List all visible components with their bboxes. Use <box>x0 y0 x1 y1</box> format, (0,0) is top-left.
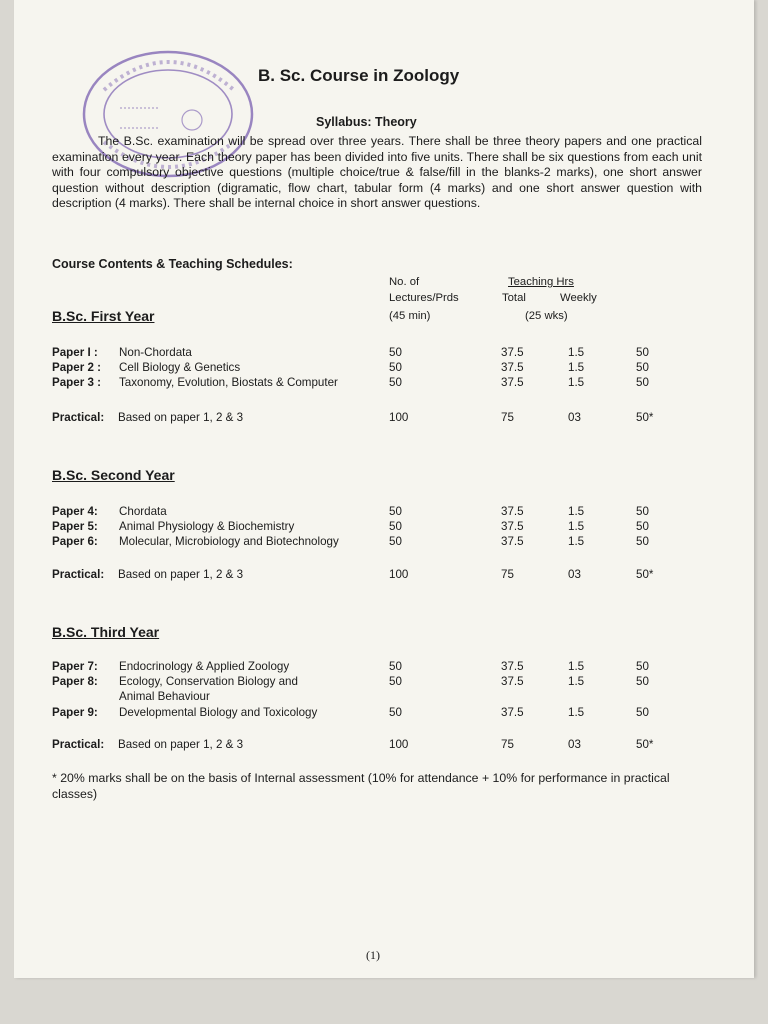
table-row <box>52 535 692 550</box>
marks-value: 50 <box>636 675 649 688</box>
paper-label: Paper 7: <box>52 660 98 673</box>
total-hrs-value: 37.5 <box>501 660 524 673</box>
marks-value: 50* <box>636 411 654 424</box>
paper-label: Paper 4: <box>52 505 98 518</box>
table-row <box>52 675 692 690</box>
total-hrs-value: 75 <box>501 411 514 424</box>
table-row <box>52 346 692 361</box>
weekly-hrs-value: 1.5 <box>568 535 585 548</box>
weekly-hrs-value: 1.5 <box>568 706 585 719</box>
paper-label: Paper 5: <box>52 520 98 533</box>
marks-value: 50 <box>636 660 649 673</box>
table-row <box>52 505 692 520</box>
paper-label: Paper 6: <box>52 535 98 548</box>
column-teaching-hrs: Teaching Hrs <box>508 276 574 288</box>
marks-value: 50 <box>636 361 649 374</box>
weekly-hrs-value: 1.5 <box>568 675 585 688</box>
marks-value: 50* <box>636 568 654 581</box>
weekly-hrs-value: 03 <box>568 738 581 751</box>
lectures-value: 50 <box>389 660 402 673</box>
footnote: * 20% marks shall be on the basis of Internal assessment (10% for attendance + 10% for performance in practical classes) <box>52 771 670 801</box>
lectures-value: 50 <box>389 376 402 389</box>
column-lectures-line2: Lectures/Prds <box>389 292 459 304</box>
lectures-value: 50 <box>389 535 402 548</box>
table-row-continuation <box>52 690 692 705</box>
total-hrs-value: 37.5 <box>501 361 524 374</box>
practical-label: Practical: <box>52 738 105 751</box>
weekly-hrs-value: 1.5 <box>568 520 585 533</box>
marks-value: 50 <box>636 535 649 548</box>
paper-name: Developmental Biology and Toxicology <box>119 706 318 719</box>
practical-row <box>52 411 692 426</box>
practical-name: Based on paper 1, 2 & 3 <box>118 738 244 751</box>
column-weekly: Weekly <box>560 292 597 304</box>
weekly-hrs-value: 1.5 <box>568 361 585 374</box>
paper-label: Paper 9: <box>52 706 98 719</box>
paper-name: Endocrinology & Applied Zoology <box>119 660 290 673</box>
paper-label: Paper 2 : <box>52 361 101 374</box>
marks-value: 50 <box>636 520 649 533</box>
weekly-hrs-value: 1.5 <box>568 346 585 359</box>
practical-row <box>52 568 692 583</box>
table-row <box>52 660 692 675</box>
total-hrs-value: 37.5 <box>501 346 524 359</box>
column-lectures-line1: No. of <box>389 276 420 288</box>
lectures-value: 50 <box>389 361 402 374</box>
paper-label: Paper 8: <box>52 675 98 688</box>
total-hrs-value: 37.5 <box>501 376 524 389</box>
total-hrs-value: 37.5 <box>501 535 524 548</box>
intro-paragraph: The B.Sc. examination will be spread over three years. There shall be three theory papers and one practical examination every year. Each theory paper has been divided into five units. There shall be six questions from each unit with four compulsory objective questions (multiple choice/true & false/fill in the blanks-2 marks), one short answer question without description (digramatic, flow chart, tabular form (4 marks) and one short answer question with description (4 marks). There shall be internal choice in short answer questions. <box>52 134 702 211</box>
weekly-hrs-value: 03 <box>568 411 581 424</box>
total-hrs-value: 37.5 <box>501 675 524 688</box>
lectures-value: 50 <box>389 706 402 719</box>
total-hrs-value: 75 <box>501 568 514 581</box>
total-hrs-value: 37.5 <box>501 520 524 533</box>
paper-label: Paper 3 : <box>52 376 101 389</box>
paper-name: Ecology, Conservation Biology and <box>119 675 298 688</box>
total-hrs-value: 75 <box>501 738 514 751</box>
second-year-heading: B.Sc. Second Year <box>52 467 175 483</box>
paper-name: Taxonomy, Evolution, Biostats & Computer <box>119 376 338 389</box>
lectures-value: 100 <box>389 738 409 751</box>
lectures-value: 100 <box>389 411 409 424</box>
weekly-hrs-value: 1.5 <box>568 505 585 518</box>
document-page <box>14 0 754 978</box>
table-row <box>52 520 692 535</box>
practical-name: Based on paper 1, 2 & 3 <box>118 411 244 424</box>
marks-value: 50 <box>636 505 649 518</box>
column-weeks: (25 wks) <box>525 310 568 322</box>
weekly-hrs-value: 1.5 <box>568 376 585 389</box>
syllabus-subtitle: Syllabus: Theory <box>316 115 417 129</box>
page-number: (1) <box>366 948 380 962</box>
lectures-value: 100 <box>389 568 409 581</box>
table-row <box>52 706 692 721</box>
first-year-heading: B.Sc. First Year <box>52 308 155 324</box>
total-hrs-value: 37.5 <box>501 505 524 518</box>
paper-name: Chordata <box>119 505 167 518</box>
column-lectures-line3: (45 min) <box>389 310 431 322</box>
lectures-value: 50 <box>389 346 402 359</box>
practical-row <box>52 738 692 753</box>
page-title: B. Sc. Course in Zoology <box>258 66 460 85</box>
marks-value: 50 <box>636 706 649 719</box>
practical-label: Practical: <box>52 568 105 581</box>
weekly-hrs-value: 03 <box>568 568 581 581</box>
lectures-value: 50 <box>389 505 402 518</box>
third-year-heading: B.Sc. Third Year <box>52 624 160 640</box>
table-row <box>52 361 692 376</box>
total-hrs-value: 37.5 <box>501 706 524 719</box>
paper-name-continued: Animal Behaviour <box>119 690 210 703</box>
practical-name: Based on paper 1, 2 & 3 <box>118 568 244 581</box>
paper-name: Non-Chordata <box>119 346 192 359</box>
course-contents-heading: Course Contents & Teaching Schedules: <box>52 257 293 271</box>
paper-label: Paper I : <box>52 346 98 359</box>
column-total: Total <box>502 292 526 304</box>
paper-name: Animal Physiology & Biochemistry <box>119 520 295 533</box>
marks-value: 50 <box>636 346 649 359</box>
marks-value: 50* <box>636 738 654 751</box>
paper-name: Cell Biology & Genetics <box>119 361 241 374</box>
lectures-value: 50 <box>389 520 402 533</box>
paper-name: Molecular, Microbiology and Biotechnology <box>119 535 339 548</box>
lectures-value: 50 <box>389 675 402 688</box>
table-row <box>52 376 692 391</box>
marks-value: 50 <box>636 376 649 389</box>
weekly-hrs-value: 1.5 <box>568 660 585 673</box>
practical-label: Practical: <box>52 411 105 424</box>
